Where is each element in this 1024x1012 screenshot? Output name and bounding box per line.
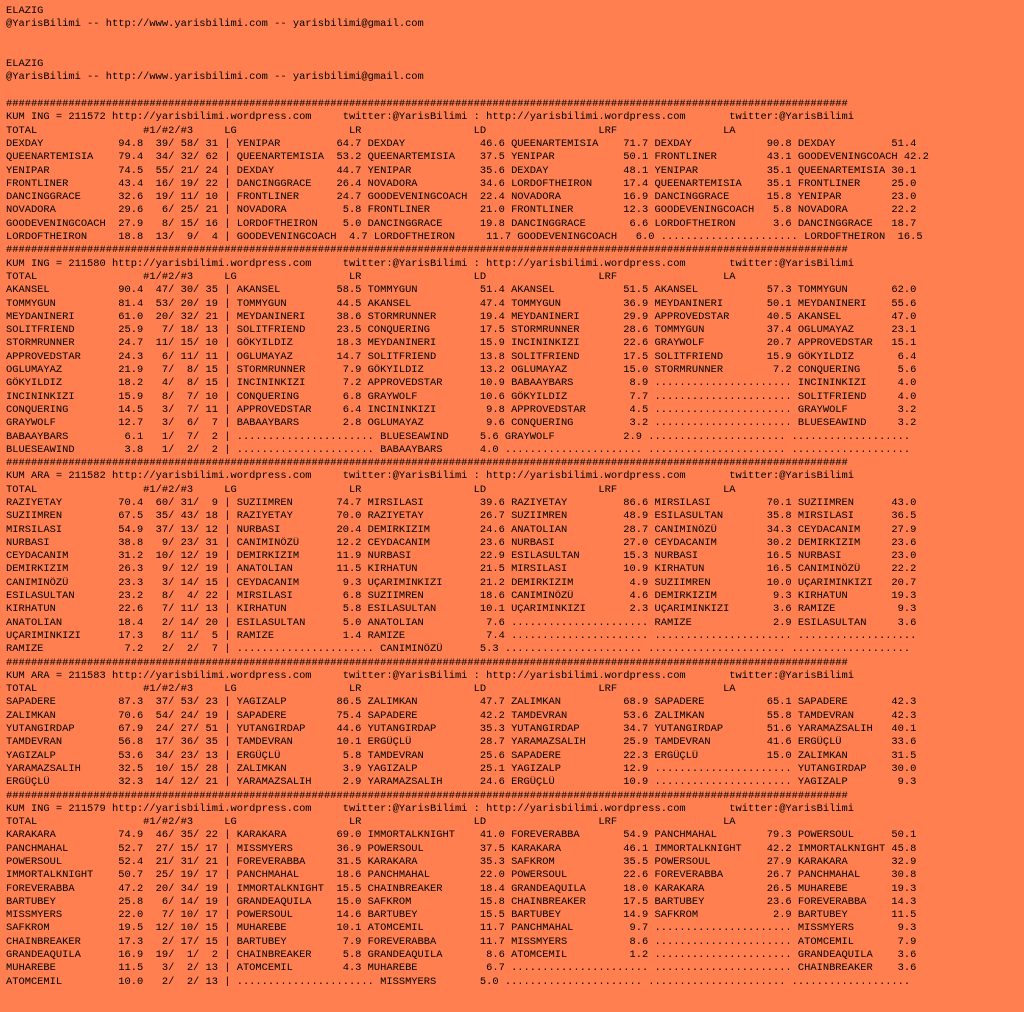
result-line: POWERSOUL 52.4 21/ 31/ 21 | FOREVERABBA 31.5 KARAKARA 35.3 SAFKROM 35.5 POWERSOUL 27.9 KARAKARA 32.9 (6, 856, 917, 868)
separator-line: ####################################################################################################################################### (6, 98, 848, 111)
report-title-repeat: ELAZIG (6, 58, 44, 71)
result-line: MUHAREBE 11.5 3/ 2/ 13 | ATOMCEMIL 4.3 MUHAREBE 6.7 ...................... ...................... CHAINBREAKER 3.6 (6, 962, 917, 975)
result-line: GRANDEAQUILA 16.9 19/ 1/ 2 | CHAINBREAKER 5.8 GRANDEAQUILA 8.6 ATOMCEMIL 1.2 ...................... GRANDEAQUILA 3.6 (6, 949, 917, 962)
result-line: NURBASI 38.8 9/ 23/ 31 | CANIMINÖZÜ 12.2 CEYDACANIM 23.6 NURBASI 27.0 CEYDACANIM 30.2 DEMIRKIZIM 23.6 (6, 536, 917, 549)
result-line: GOODEVENINGCOACH 27.9 8/ 15/ 16 | LORDOFTHEIRON 5.0 DANCINGGRACE 19.8 DANCINGGRACE 6.6 LORDOFTHEIRON 3.6 DANCINGGRACE 18.7 (6, 217, 917, 230)
result-line: KARAKARA 74.9 46/ 35/ 22 | KARAKARA 69.0 IMMORTALKNIGHT 41.0 FOREVERABBA 54.9 PANCHMAHAL 79.3 POWERSOUL 50.1 (6, 829, 917, 842)
result-line: YUTANGIRDAP 67.9 24/ 27/ 51 | YUTANGIRDAP 44.6 YUTANGIRDAP 35.3 YUTANGIRDAP 34.7 YUTANGIRDAP 51.6 YARAMAZSALIH 40.1 (6, 723, 917, 736)
result-line: CANIMINÖZÜ 23.3 3/ 14/ 15 | CEYDACANIM 9.3 UÇARIMINKIZI 21.2 DEMIRKIZIM 4.9 SUZIIMREN 10.0 UÇARIMINKIZI 20.7 (6, 576, 917, 589)
result-line: NOVADORA 29.6 6/ 25/ 21 | NOVADORA 5.8 FRONTLINER 21.0 FRONTLINER 12.3 GOODEVENINGCOACH 5.8 NOVADORA 22.2 (6, 204, 917, 217)
result-line: IMMORTALKNIGHT 50.7 25/ 19/ 17 | PANCHMAHAL 18.6 PANCHMAHAL 22.0 POWERSOUL 22.6 FOREVERABBA 26.7 PANCHMAHAL 30.8 (6, 869, 917, 882)
result-line: SOLITFRIEND 25.9 7/ 18/ 13 | SOLITFRIEND 23.5 CONQUERING 17.5 STORMRUNNER 28.6 TOMMYGUN 37.4 OGLUMAYAZ 23.1 (6, 324, 917, 337)
result-line: CONQUERING 14.5 3/ 7/ 11 | APPROVEDSTAR 6.4 INCININKIZI 9.8 APPROVEDSTAR 4.5 ...................... GRAYWOLF 3.2 (6, 403, 917, 416)
result-line: FRONTLINER 43.4 16/ 19/ 22 | DANCINGGRACE 26.4 NOVADORA 34.6 LORDOFTHEIRON 17.4 QUEENARTEMISIA 35.1 FRONTLINER 25.0 (6, 177, 917, 190)
result-line: CHAINBREAKER 17.3 2/ 17/ 15 | BARTUBEY 7.9 FOREVERABBA 11.7 MISSMYERS 8.6 ...................... ATOMCEMIL 7.9 (6, 935, 917, 948)
result-line: YARAMAZSALIH 32.5 10/ 15/ 28 | ZALIMKAN 3.9 YAGIZALP 25.1 YAGIZALP 12.9 ...................... YUTANGIRDAP 30.0 (6, 762, 917, 775)
result-line: KUM ING = 211572 http://yarisbilimi.wordpress.com twitter:@YarisBilimi : http://yarisbilimi.wordpress.com twitter:@YarisBilimi (6, 111, 855, 124)
result-line: RAMIZE 7.2 2/ 2/ 7 | ...................... CANIMINÖZÜ 5.3 ...................... ...................... ................... (6, 643, 911, 656)
result-line: ZALIMKAN 70.6 54/ 24/ 19 | SAPADERE 75.4 SAPADERE 42.2 TAMDEVRAN 53.6 ZALIMKAN 55.8 TAMDEVRAN 42.3 (6, 709, 917, 722)
result-line: MISSMYERS 22.0 7/ 10/ 17 | POWERSOUL 14.6 BARTUBEY 15.5 BARTUBEY 14.9 SAFKROM 2.9 BARTUBEY 11.5 (6, 909, 917, 922)
race-results-block (6, 98, 1024, 989)
separator-line: ####################################################################################################################################### (6, 457, 848, 470)
result-line: BLUESEAWIND 3.8 1/ 2/ 2 | ...................... BABAAYBARS 4.0 ...................... ...................... ................... (6, 443, 911, 456)
result-line: ESILASULTAN 23.2 8/ 4/ 22 | MIRSILASI 6.8 SUZIIMREN 18.6 CANIMINÖZÜ 4.6 DEMIRKIZIM 9.3 KIRHATUN 19.3 (6, 590, 917, 603)
spacer (6, 32, 1024, 45)
result-line: INCININKIZI 15.9 8/ 7/ 10 | CONQUERING 6.8 GRAYWOLF 10.6 GÖKYILDIZ 7.7 ...................... SOLITFRIEND 4.0 (6, 390, 917, 403)
result-line: SUZIIMREN 67.5 35/ 43/ 18 | RAZIYETAY 70.0 RAZIYETAY 26.7 SUZIIMREN 48.9 ESILASULTAN 35.8 MIRSILASI 36.5 (6, 510, 917, 523)
result-line: TOMMYGUN 81.4 53/ 20/ 19 | TOMMYGUN 44.5 AKANSEL 47.4 TOMMYGUN 36.9 MEYDANINERI 50.1 MEYDANINERI 55.6 (6, 297, 917, 310)
result-line: SAPADERE 87.3 37/ 53/ 23 | YAGIZALP 86.5 ZALIMKAN 47.7 ZALIMKAN 68.9 SAPADERE 65.1 SAPADERE 42.3 (6, 696, 917, 709)
result-line: LORDOFTHEIRON 18.8 13/ 9/ 4 | GOODEVENINGCOACH 4.7 LORDOFTHEIRON 11.7 GOODEVENINGCOACH 6.0 ...................... LORDOFTHEIRON 16.5 (6, 231, 923, 244)
result-line: GRAYWOLF 12.7 3/ 6/ 7 | BABAAYBARS 2.8 OGLUMAYAZ 9.6 CONQUERING 3.2 ...................... BLUESEAWIND 3.2 (6, 417, 917, 430)
result-line: MIRSILASI 54.9 37/ 13/ 12 | NURBASI 20.4 DEMIRKIZIM 24.6 ANATOLIAN 28.7 CANIMINÖZÜ 34.3 CEYDACANIM 27.9 (6, 523, 917, 536)
result-line: GÖKYILDIZ 18.2 4/ 8/ 15 | INCININKIZI 7.2 APPROVEDSTAR 10.9 BABAAYBARS 8.9 ...................... INCININKIZI 4.0 (6, 377, 917, 390)
result-line: PANCHMAHAL 52.7 27/ 15/ 17 | MISSMYERS 36.9 POWERSOUL 37.5 KARAKARA 46.1 IMMORTALKNIGHT 42.2 IMMORTALKNIGHT 45.8 (6, 842, 917, 855)
result-line: AKANSEL 90.4 47/ 30/ 35 | AKANSEL 58.5 TOMMYGUN 51.4 AKANSEL 51.5 AKANSEL 57.3 TOMMYGUN 62.0 (6, 284, 917, 297)
result-line: TOTAL #1/#2/#3 LG LR LD LRF LA (6, 816, 736, 829)
result-line: DANCINGGRACE 32.6 19/ 11/ 10 | FRONTLINER 24.7 GOODEVENINGCOACH 22.4 NOVADORA 16.9 DANCINGGRACE 15.8 YENIPAR 23.0 (6, 191, 917, 204)
result-line: FOREVERABBA 47.2 20/ 34/ 19 | IMMORTALKNIGHT 15.5 CHAINBREAKER 18.4 GRANDEAQUILA 18.0 KARAKARA 26.5 MUHAREBE 19.3 (6, 882, 917, 895)
result-line: ANATOLIAN 18.4 2/ 14/ 20 | ESILASULTAN 5.0 ANATOLIAN 7.6 ...................... RAMIZE 2.9 ESILASULTAN 3.6 (6, 616, 917, 629)
result-line: ATOMCEMIL 10.0 2/ 2/ 13 | ...................... MISSMYERS 5.0 ...................... ...................... ................... (6, 975, 911, 988)
contact-line-repeat: @YarisBilimi -- http://www.yarisbilimi.com -- yarisbilimi@gmail.com (6, 71, 424, 84)
result-line: DEXDAY 94.8 39/ 58/ 31 | YENIPAR 64.7 DEXDAY 46.6 QUEENARTEMISIA 71.7 DEXDAY 90.8 DEXDAY 51.4 (6, 137, 917, 150)
result-line: KUM ARA = 211582 http://yarisbilimi.wordpress.com twitter:@YarisBilimi : http://yarisbilimi.wordpress.com twitter:@YarisBilimi (6, 470, 855, 483)
result-line: CEYDACANIM 31.2 10/ 12/ 19 | DEMIRKIZIM 11.9 NURBASI 22.9 ESILASULTAN 15.3 NURBASI 16.5 NURBASI 23.0 (6, 550, 917, 563)
result-line: KIRHATUN 22.6 7/ 11/ 13 | KIRHATUN 5.8 ESILASULTAN 10.1 UÇARIMINKIZI 2.3 UÇARIMINKIZI 3.6 RAMIZE 9.3 (6, 603, 917, 616)
result-line: STORMRUNNER 24.7 11/ 15/ 10 | GÖKYILDIZ 18.3 MEYDANINERI 15.9 INCININKIZI 22.6 GRAYWOLF 20.7 APPROVEDSTAR 15.1 (6, 337, 917, 350)
contact-line: @YarisBilimi -- http://www.yarisbilimi.com -- yarisbilimi@gmail.com (6, 18, 424, 31)
result-line: TOTAL #1/#2/#3 LG LR LD LRF LA (6, 483, 736, 496)
result-line: QUEENARTEMISIA 79.4 34/ 32/ 62 | QUEENARTEMISIA 53.2 QUEENARTEMISIA 37.5 YENIPAR 50.1 FRONTLINER 43.1 GOODEVENINGCOACH 42.2 (6, 151, 929, 164)
result-line: BABAAYBARS 6.1 1/ 7/ 2 | ...................... BLUESEAWIND 5.6 GRAYWOLF 2.9 ...................... ................... (6, 430, 911, 443)
separator-line: ####################################################################################################################################### (6, 244, 848, 257)
result-line: TOTAL #1/#2/#3 LG LR LD LRF LA (6, 270, 736, 283)
result-line: TAMDEVRAN 56.8 17/ 36/ 35 | TAMDEVRAN 10.1 ERGÜÇLÜ 28.7 YARAMAZSALIH 25.9 TAMDEVRAN 41.6 ERGÜÇLÜ 33.6 (6, 736, 917, 749)
result-line: TOTAL #1/#2/#3 LG LR LD LRF LA (6, 683, 736, 696)
result-line: KUM ING = 211579 http://yarisbilimi.wordpress.com twitter:@YarisBilimi : http://yarisbilimi.wordpress.com twitter:@YarisBilimi (6, 802, 855, 815)
result-line: APPROVEDSTAR 24.3 6/ 11/ 11 | OGLUMAYAZ 14.7 SOLITFRIEND 13.8 SOLITFRIEND 17.5 SOLITFRIEND 15.9 GÖKYILDIZ 6.4 (6, 350, 917, 363)
spacer (6, 85, 1024, 98)
result-line: KUM ARA = 211583 http://yarisbilimi.wordpress.com twitter:@YarisBilimi : http://yarisbilimi.wordpress.com twitter:@YarisBilimi (6, 669, 855, 682)
separator-line: ####################################################################################################################################### (6, 656, 848, 669)
separator-line: ####################################################################################################################################### (6, 789, 848, 802)
result-line: RAZIYETAY 70.4 60/ 31/ 9 | SUZIIMREN 74.7 MIRSILASI 39.6 RAZIYETAY 86.6 MIRSILASI 70.1 SUZIIMREN 43.0 (6, 496, 917, 509)
result-line: TOTAL #1/#2/#3 LG LR LD LRF LA (6, 124, 736, 137)
result-line: YAGIZALP 53.6 34/ 23/ 13 | ERGÜÇLÜ 5.8 TAMDEVRAN 25.6 SAPADERE 22.3 ERGÜÇLÜ 15.0 ZALIMKAN 31.5 (6, 749, 917, 762)
result-line: OGLUMAYAZ 21.9 7/ 8/ 15 | STORMRUNNER 7.9 GÖKYILDIZ 13.2 OGLUMAYAZ 15.0 STORMRUNNER 7.2 CONQUERING 5.6 (6, 364, 917, 377)
report-title: ELAZIG (6, 5, 44, 17)
result-line: MEYDANINERI 61.0 20/ 32/ 21 | MEYDANINERI 38.6 STORMRUNNER 19.4 MEYDANINERI 29.9 APPROVEDSTAR 40.5 AKANSEL 47.0 (6, 310, 917, 323)
result-line: KUM ING = 211580 http://yarisbilimi.wordpress.com twitter:@YarisBilimi : http://yarisbilimi.wordpress.com twitter:@YarisBilimi (6, 257, 855, 270)
result-line: UÇARIMINKIZI 17.3 8/ 11/ 5 | RAMIZE 1.4 RAMIZE 7.4 ...................... ...................... ................... (6, 629, 917, 642)
result-line: DEMIRKIZIM 26.3 9/ 12/ 19 | ANATOLIAN 11.5 KIRHATUN 21.5 MIRSILASI 10.9 KIRHATUN 16.5 CANIMINÖZÜ 22.2 (6, 563, 917, 576)
spacer (6, 45, 1024, 58)
result-line: YENIPAR 74.5 55/ 21/ 24 | DEXDAY 44.7 YENIPAR 35.6 DEXDAY 48.1 YENIPAR 35.1 QUEENARTEMISIA 30.1 (6, 164, 917, 177)
result-line: SAFKROM 19.5 12/ 10/ 15 | MUHAREBE 10.1 ATOMCEMIL 11.7 PANCHMAHAL 9.7 ...................... MISSMYERS 9.3 (6, 922, 917, 935)
result-line: BARTUBEY 25.8 6/ 14/ 19 | GRANDEAQUILA 15.0 SAFKROM 15.8 CHAINBREAKER 17.5 BARTUBEY 23.6 FOREVERABBA 14.3 (6, 895, 917, 908)
result-line: ERGÜÇLÜ 32.3 14/ 12/ 21 | YARAMAZSALIH 2.9 YARAMAZSALIH 24.6 ERGÜÇLÜ 10.9 ...................... YAGIZALP 9.3 (6, 776, 917, 789)
